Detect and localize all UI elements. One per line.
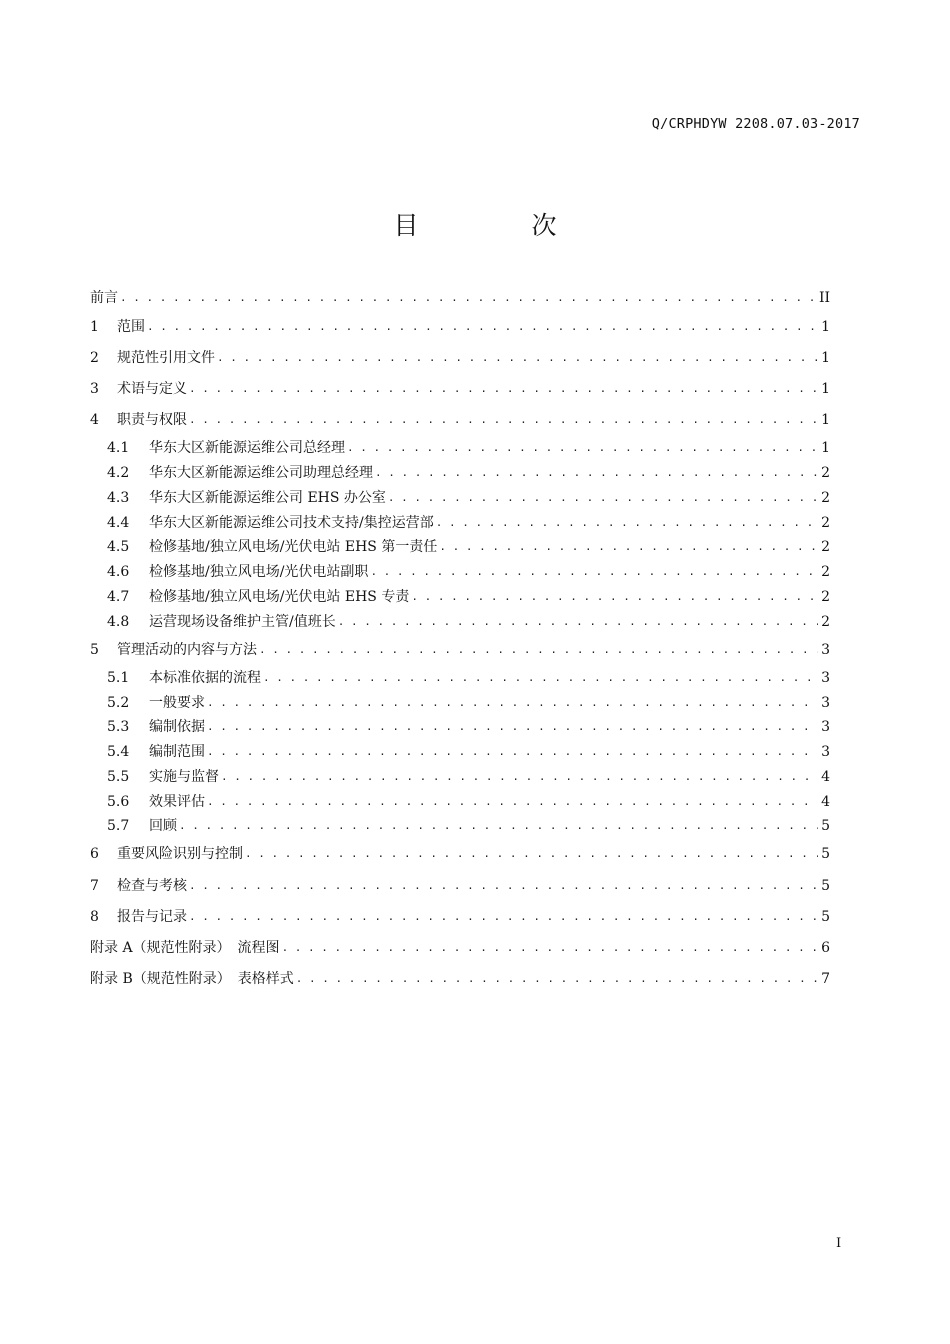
dot-leader: [388, 489, 818, 507]
toc-entry-number: 4.4: [107, 514, 130, 531]
toc-entry[interactable]: [90, 560, 830, 585]
toc-entry-page: 2: [821, 564, 830, 581]
toc-entry-page: 3: [821, 641, 830, 658]
dot-leader: [189, 411, 818, 429]
toc-entry[interactable]: [90, 342, 830, 373]
toc-entry-number: 4.6: [107, 564, 130, 581]
toc-entry-page: II: [818, 290, 830, 306]
toc-entry-number: 5.5: [107, 768, 130, 785]
toc-entry-number: 4: [90, 412, 99, 429]
toc-entry-title: 一般要求: [149, 694, 205, 711]
toc-entry-title: 实施与监督: [149, 768, 219, 785]
toc-entry-title: 规范性引用文件: [117, 349, 215, 366]
dot-leader: [259, 641, 818, 659]
toc-entry[interactable]: [90, 740, 830, 765]
toc-entry-title: 华东大区新能源运维公司助理总经理: [149, 464, 373, 481]
toc-entry[interactable]: [90, 535, 830, 560]
toc-entry-number: 6: [90, 846, 99, 863]
toc-entry-number: 8: [90, 908, 99, 925]
toc-entry-title: 附录 A（规范性附录） 流程图: [90, 940, 280, 957]
toc-entry-number: 4.7: [107, 588, 130, 605]
toc-entry-page: 2: [821, 613, 830, 630]
dot-leader: [370, 563, 818, 581]
dot-leader: [179, 817, 818, 835]
toc-entry-title: 编制范围: [149, 744, 205, 761]
toc-entry-title: 运营现场设备维护主管/值班长: [149, 613, 336, 630]
toc-entry-number: 5.2: [107, 694, 130, 711]
toc-entry[interactable]: [90, 485, 830, 510]
dot-leader: [147, 318, 818, 336]
dot-leader: [207, 694, 818, 712]
dot-leader: [207, 718, 818, 736]
toc-entry-page: 1: [821, 412, 830, 429]
toc-entry-page: 3: [821, 744, 830, 761]
toc-entry-number: 5.7: [107, 818, 130, 835]
dot-leader: [436, 514, 818, 532]
toc-entry-number: 3: [90, 380, 99, 397]
dot-leader: [120, 289, 817, 307]
toc-entry-number: 5.1: [107, 669, 130, 686]
toc-entry[interactable]: [90, 814, 830, 839]
toc-entry-page: 2: [821, 489, 830, 506]
toc-entry[interactable]: [90, 285, 830, 311]
toc-entry-title: 检修基地/独立风电场/光伏电站 EHS 第一责任: [149, 539, 438, 556]
toc-entry[interactable]: [90, 870, 830, 901]
toc-entry-number: 4.2: [107, 464, 130, 481]
toc-entry-page: 5: [821, 818, 830, 835]
dot-leader: [296, 970, 818, 988]
toc-entry-number: 5.6: [107, 793, 130, 810]
dot-leader: [347, 439, 818, 457]
toc-entry-page: 2: [821, 514, 830, 531]
dot-leader: [217, 349, 818, 367]
toc-entry[interactable]: [90, 789, 830, 814]
toc-entry-page: 5: [821, 877, 830, 894]
toc-entry[interactable]: [90, 690, 830, 715]
toc-entry[interactable]: [90, 715, 830, 740]
toc-entry[interactable]: [90, 901, 830, 932]
toc-entry-number: 5: [90, 641, 99, 658]
toc-entry-title: 编制依据: [149, 719, 205, 736]
toc-entry-page: 1: [821, 380, 830, 397]
toc-entry-title: 检查与考核: [117, 877, 187, 894]
toc-entry-number: 5.3: [107, 719, 130, 736]
toc-entry[interactable]: [90, 839, 830, 870]
toc-entry-title: 报告与记录: [117, 908, 187, 925]
toc-entry-number: 1: [90, 318, 99, 335]
toc-entry-page: 1: [821, 440, 830, 457]
dot-leader: [263, 669, 818, 687]
toc-entry-title: 华东大区新能源运维公司 EHS 办公室: [149, 489, 386, 506]
dot-leader: [439, 538, 818, 556]
toc-entry-number: 4.5: [107, 539, 130, 556]
toc-entry-page: 3: [821, 669, 830, 686]
toc-entry[interactable]: [90, 373, 830, 404]
toc-entry-page: 5: [821, 846, 830, 863]
toc-entry[interactable]: [90, 932, 830, 963]
toc-entry-page: 2: [821, 539, 830, 556]
toc-entry-number: 2: [90, 349, 99, 366]
toc-entry[interactable]: [90, 436, 830, 461]
toc-entry-title: 回顾: [149, 818, 177, 835]
toc-entry-number: 5.4: [107, 744, 130, 761]
dot-leader: [207, 743, 818, 761]
toc-entry[interactable]: [90, 634, 830, 665]
toc-entry-title: 职责与权限: [117, 412, 187, 429]
toc-entry-page: 2: [821, 588, 830, 605]
dot-leader: [245, 845, 818, 863]
toc-entry-page: 5: [821, 908, 830, 925]
toc-entry[interactable]: [90, 405, 830, 436]
dot-leader: [375, 464, 818, 482]
toc-entry[interactable]: [90, 609, 830, 634]
toc-entry-title: 检修基地/独立风电场/光伏电站副职: [149, 564, 369, 581]
toc-entry-title: 检修基地/独立风电场/光伏电站 EHS 专责: [149, 588, 410, 605]
toc-entry[interactable]: [90, 461, 830, 486]
toc-entry[interactable]: [90, 665, 830, 690]
toc-entry-title: 华东大区新能源运维公司技术支持/集控运营部: [149, 514, 434, 531]
dot-leader: [282, 939, 818, 957]
dot-leader: [189, 380, 818, 398]
page-number: I: [836, 1236, 842, 1251]
toc-entry-title: 范围: [117, 318, 145, 335]
toc-entry-title: 重要风险识别与控制: [117, 846, 243, 863]
toc-entry-page: 3: [821, 694, 830, 711]
toc-entry-number: 4.8: [107, 613, 130, 630]
toc-entry-page: 4: [821, 768, 830, 785]
toc-entry-page: 3: [821, 719, 830, 736]
dot-leader: [189, 877, 818, 895]
toc-entry[interactable]: [90, 311, 830, 342]
toc-entry-page: 1: [821, 349, 830, 366]
toc-entry[interactable]: [90, 964, 830, 995]
toc-entry-page: 7: [821, 971, 830, 988]
dot-leader: [221, 768, 818, 786]
toc-entry-number: 4.1: [107, 440, 130, 457]
dot-leader: [189, 908, 818, 926]
toc-entry-number: 7: [90, 877, 99, 894]
dot-leader: [207, 793, 818, 811]
toc-entry[interactable]: [90, 585, 830, 610]
toc-entry-number: 4.3: [107, 489, 130, 506]
toc-entry-page: 6: [821, 940, 830, 957]
toc-entry-title: 华东大区新能源运维公司总经理: [149, 440, 345, 457]
toc-entry-title: 管理活动的内容与方法: [117, 641, 257, 658]
dot-leader: [338, 613, 818, 631]
toc-entry-title: 前言: [90, 290, 118, 306]
toc-entry-title: 本标准依据的流程: [149, 669, 261, 686]
toc-entry-page: 1: [821, 318, 830, 335]
toc-entry-title: 效果评估: [149, 793, 205, 810]
dot-leader: [411, 588, 818, 606]
toc-entry-page: 4: [821, 793, 830, 810]
toc-entry-title: 附录 B（规范性附录） 表格样式: [90, 971, 294, 988]
toc-entry[interactable]: [90, 765, 830, 790]
toc-entry-title: 术语与定义: [117, 380, 187, 397]
toc-entry[interactable]: [90, 510, 830, 535]
document-code: Q/CRPHDYW 2208.07.03-2017: [651, 116, 860, 132]
toc-entry-page: 2: [821, 464, 830, 481]
table-of-contents: [90, 285, 830, 995]
toc-title: 目 次: [393, 211, 601, 240]
